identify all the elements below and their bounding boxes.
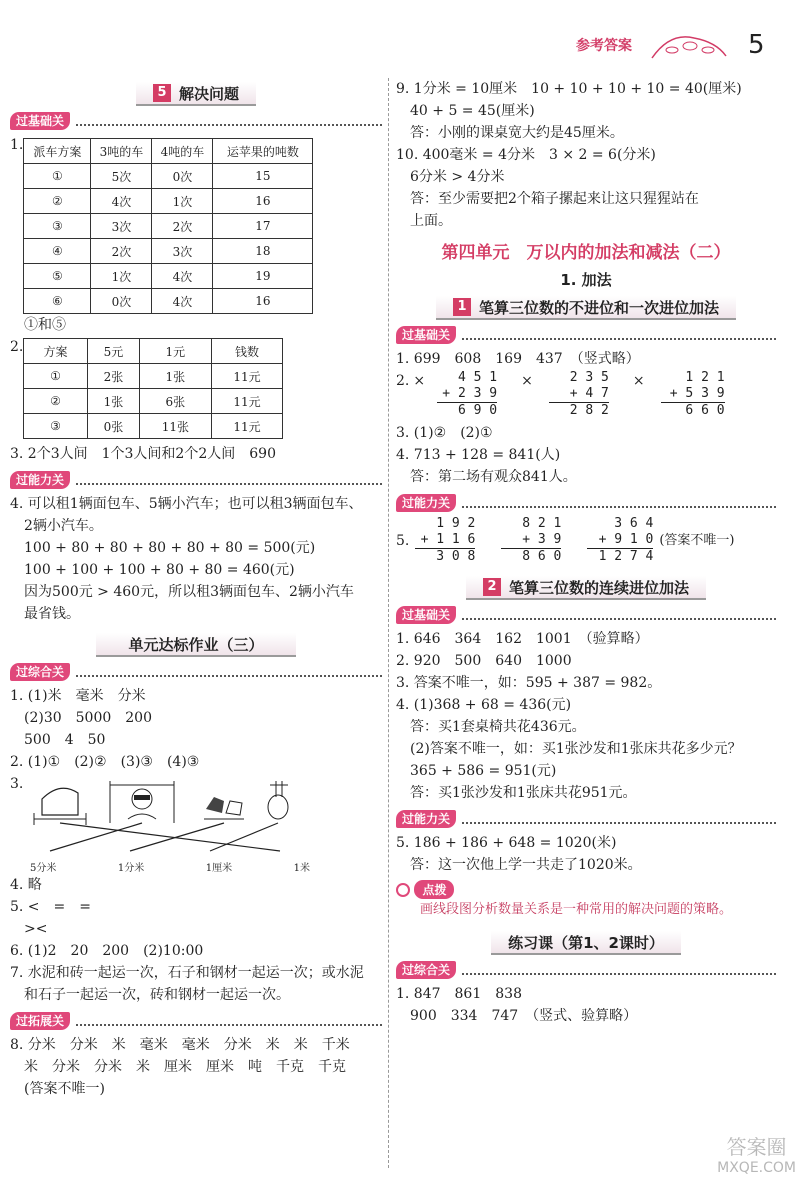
u1-line: 1. (1)米 毫米 分米 — [10, 688, 146, 704]
table-cell: 3次 — [152, 239, 213, 264]
calc-line: + 9 1 0 — [587, 532, 653, 549]
wrong-mark: × — [632, 373, 645, 389]
table-header-cell: 4吨的车 — [152, 139, 213, 164]
b4-line: 答：买1套桌椅共花436元。 — [410, 719, 586, 735]
wrong-mark: × — [413, 373, 426, 389]
question-number: 2. — [396, 373, 410, 389]
table-row — [24, 414, 283, 439]
u4-line: 4. 略 — [10, 877, 42, 893]
wrong-mark: × — [521, 373, 533, 389]
tag-ability — [396, 494, 776, 512]
u1-line: (2)30 5000 200 — [24, 710, 152, 726]
table-row — [24, 289, 313, 314]
table-cell: 4次 — [152, 289, 213, 314]
table-cell: 2次 — [152, 214, 213, 239]
practice-title-text: 练习课（第1、2课时） — [508, 933, 664, 952]
u6-line: 6. (1)2 20 200 (2)10:00 — [10, 943, 204, 959]
tag-label: 过综合关 — [10, 663, 70, 681]
question-number: 2. — [10, 339, 24, 355]
fig-label: 5分米 — [30, 863, 57, 874]
column-divider — [388, 78, 389, 1168]
unit-title: 第四单元 万以内的加法和减法（二） — [441, 243, 731, 263]
dotted-line — [76, 1024, 382, 1026]
watermark-line: 答案圈 — [726, 1135, 787, 1159]
calc-line: 1 2 7 4 — [598, 549, 654, 564]
a5-row — [396, 516, 776, 570]
q4-line: 2辆小汽车。 — [24, 518, 103, 534]
table-cell: ④ — [24, 239, 91, 264]
b5-line: 5. 186 + 186 + 648 = 1020(米) — [396, 835, 617, 851]
b5-line: 答：这一次他上学一共走了1020米。 — [410, 857, 642, 873]
tag-label: 过基础关 — [396, 606, 456, 624]
table-cell: 16 — [213, 189, 313, 214]
table-header-cell: 运苹果的吨数 — [213, 139, 313, 164]
r9-line: 40 + 5 = 45(厘米) — [410, 103, 535, 119]
r10-line: 10. 400毫米 = 4分米 3 × 2 = 6(分米) — [396, 147, 656, 163]
a3-line: 3. (1)② (2)① — [396, 425, 493, 441]
vertical-calc — [501, 516, 561, 565]
tag-basic — [396, 326, 776, 344]
table-header-cell: 方案 — [24, 339, 87, 364]
tag-label: 过能力关 — [396, 810, 456, 828]
table-cell: 17 — [213, 214, 313, 239]
q1-answer: ①和⑤ — [24, 317, 66, 333]
b2-line: 2. 920 500 640 1000 — [396, 653, 572, 669]
hint-text: 画线段图分析数量关系是一种常用的解决问题的策略。 — [420, 902, 733, 917]
table-cell: 11张 — [140, 414, 212, 439]
header-answer-label: 参考答案 — [576, 38, 632, 54]
table-header-row — [24, 139, 313, 164]
dotted-line — [76, 483, 382, 485]
tag-extension — [10, 1012, 382, 1030]
u8-line: 米 分米 分米 米 厘米 厘米 吨 千克 千克 — [24, 1059, 346, 1075]
section-title-text: 笔算三位数的不进位和一次进位加法 — [478, 298, 719, 317]
subsection-title: 1. 加法 — [560, 271, 612, 289]
a5-note: (答案不唯一) — [659, 533, 735, 548]
section-title — [136, 82, 256, 106]
u3-label: 3. — [10, 776, 24, 792]
table-cell: 11元 — [211, 364, 283, 389]
calc-line: 4 5 1 — [457, 370, 498, 385]
r10-line: 答：至少需要把2个箱子摞起来让这只猩猩站在 — [410, 191, 699, 207]
b4-line: 365 + 586 = 951(元) — [410, 763, 557, 779]
question-number: 1. — [10, 137, 24, 153]
calc-line: 3 0 8 — [436, 549, 476, 564]
table-row — [24, 239, 313, 264]
table-cell: 6张 — [140, 389, 212, 414]
vertical-calc — [661, 370, 725, 419]
section-title — [436, 296, 736, 320]
b1-line: 1. 646 364 162 1001 （验算略） — [396, 631, 649, 647]
tag-ability — [396, 810, 776, 828]
table-cell: 15 — [213, 164, 313, 189]
calc-line: 6 9 0 — [457, 403, 498, 418]
b3-line: 3. 答案不唯一，如：595 + 387 = 982。 — [396, 675, 662, 691]
u5-line: >< — [24, 921, 48, 937]
table-row — [24, 164, 313, 189]
table-header-cell: 5元 — [87, 339, 139, 364]
dotted-line — [462, 506, 776, 508]
q4-line: 4. 可以租1辆面包车、5辆小汽车；也可以租3辆面包车、 — [10, 496, 363, 512]
table-header-cell: 1元 — [140, 339, 212, 364]
u7-line: 和石子一起运一次，砖和钢材一起运一次。 — [24, 987, 290, 1003]
table-cell: ① — [24, 164, 91, 189]
section-number: 2 — [483, 578, 501, 596]
r10-line: 上面。 — [410, 213, 452, 229]
r9-line: 9. 1分米 = 10厘米 10 + 10 + 10 + 10 = 40(厘米) — [396, 81, 742, 97]
tag-label: 过拓展关 — [10, 1012, 70, 1030]
table-cell: ③ — [24, 414, 87, 439]
r9-line: 答：小刚的课桌宽大约是45厘米。 — [410, 125, 624, 141]
calc-line: 8 2 1 — [522, 516, 562, 531]
tag-ability — [10, 471, 382, 489]
calc-line: 1 9 2 — [436, 516, 476, 531]
practice-title — [491, 931, 681, 955]
unit-test-title — [96, 633, 296, 657]
table-cell: ② — [24, 389, 87, 414]
tag-label: 过基础关 — [10, 112, 70, 130]
calc-line: 6 6 0 — [685, 403, 725, 418]
calc-line: 8 6 0 — [522, 549, 562, 564]
table-cell: 0次 — [91, 289, 152, 314]
table-cell: 5次 — [91, 164, 152, 189]
tag-label: 过能力关 — [10, 471, 70, 489]
a2-row — [396, 370, 776, 422]
table-cell: 16 — [213, 289, 313, 314]
matching-figure — [30, 779, 330, 859]
u2-line: 2. (1)① (2)② (3)③ (4)③ — [10, 754, 200, 770]
u5-line: 5. < = = — [10, 899, 91, 915]
table-cell: 18 — [213, 239, 313, 264]
calc-line: + 3 9 — [501, 532, 561, 549]
dotted-line — [462, 338, 776, 340]
table-header-cell: 派车方案 — [24, 139, 91, 164]
table-row — [24, 364, 283, 389]
fig-label: 1厘米 — [205, 863, 233, 874]
table-cell: 19 — [213, 264, 313, 289]
section-number: 5 — [153, 84, 171, 102]
vertical-calc — [549, 370, 609, 419]
tag-comprehensive — [396, 961, 776, 979]
vertical-calc — [437, 370, 497, 419]
question-number: 5. — [396, 533, 410, 549]
table-row — [24, 264, 313, 289]
tag-basic — [10, 112, 382, 130]
table-cell: 0张 — [87, 414, 139, 439]
hint-block — [396, 880, 776, 899]
table-cell: ① — [24, 364, 87, 389]
section-title-text: 解决问题 — [178, 84, 239, 103]
dispatch-table — [23, 138, 313, 314]
vertical-calc — [587, 516, 653, 565]
r10-line: 6分米 > 4分米 — [410, 169, 505, 185]
table-cell: 11元 — [211, 414, 283, 439]
table-cell: 2次 — [91, 239, 152, 264]
table-cell: 1张 — [140, 364, 212, 389]
b4-line: 4. (1)368 + 68 = 436(元) — [396, 697, 572, 713]
c1-line: 1. 847 861 838 — [396, 986, 522, 1002]
table-cell: 1张 — [87, 389, 139, 414]
table-cell: 1次 — [152, 189, 213, 214]
table-cell: 4次 — [91, 189, 152, 214]
table-cell: ③ — [24, 214, 91, 239]
table-cell: 0次 — [152, 164, 213, 189]
a1-line: 1. 699 608 169 437 （竖式略） — [396, 351, 640, 367]
q3-answer: 3. 2个3人间 1个3人间和2个2人间 690 — [10, 446, 276, 462]
calc-line: + 2 3 9 — [437, 386, 497, 403]
q4-line: 100 + 100 + 100 + 80 + 80 = 460(元) — [24, 562, 295, 578]
unit-test-title-text: 单元达标作业（三） — [128, 635, 264, 654]
tag-label: 过基础关 — [396, 326, 456, 344]
table-row — [24, 189, 313, 214]
u7-line: 7. 水泥和砖一起运一次，石子和钢材一起运一次；或水泥 — [10, 965, 364, 981]
calc-line: 3 6 4 — [614, 516, 654, 531]
dotted-line — [462, 973, 776, 975]
table-row — [24, 389, 283, 414]
table-row — [24, 214, 313, 239]
table-cell: 1次 — [91, 264, 152, 289]
u8-line: (答案不唯一) — [24, 1081, 105, 1097]
table-header-row — [24, 339, 283, 364]
q4-line: 因为500元 > 460元，所以租3辆面包车、2辆小汽车 — [24, 584, 354, 600]
dotted-line — [462, 822, 776, 824]
section-number: 1 — [453, 298, 471, 316]
q4-line: 最省钱。 — [24, 606, 80, 622]
u1-line: 500 4 50 — [24, 732, 106, 748]
page-number: 5 — [748, 30, 765, 60]
a4-line: 答：第二场有观众841人。 — [410, 469, 577, 485]
tag-label: 过综合关 — [396, 961, 456, 979]
b4-line: (2)答案不唯一，如：买1张沙发和1张床共花多少元？ — [410, 741, 742, 757]
tag-basic — [396, 606, 776, 624]
b4-line: 答：买1张沙发和1张床共花951元。 — [410, 785, 637, 801]
table-header-cell: 3吨的车 — [91, 139, 152, 164]
dotted-line — [76, 124, 382, 126]
u8-line: 8. 分米 分米 米 毫米 毫米 分米 米 米 千米 — [10, 1037, 350, 1053]
left-column — [10, 78, 382, 1100]
table-cell: 11元 — [211, 389, 283, 414]
calc-line: 1 2 1 — [685, 370, 725, 385]
dotted-line — [76, 675, 382, 677]
calc-line: 2 8 2 — [569, 403, 609, 418]
hint-label: 点拨 — [414, 880, 454, 899]
magnifier-icon — [396, 883, 410, 897]
table-cell: 4次 — [152, 264, 213, 289]
fig-label: 1分米 — [117, 863, 145, 874]
a4-line: 4. 713 + 128 = 841(人) — [396, 447, 561, 463]
c1-line: 900 334 747 （竖式、验算略） — [410, 1008, 638, 1024]
q4-line: 100 + 80 + 80 + 80 + 80 + 80 = 500(元) — [24, 540, 316, 556]
tag-label: 过能力关 — [396, 494, 456, 512]
table-cell: 2张 — [87, 364, 139, 389]
table-cell: ⑥ — [24, 289, 91, 314]
table-header-cell: 钱数 — [211, 339, 283, 364]
watermark-line: MXQE.COM — [717, 1160, 796, 1176]
watermark — [717, 1131, 796, 1176]
money-table — [23, 338, 283, 439]
right-column — [396, 78, 776, 1027]
dotted-line — [462, 618, 776, 620]
calc-line: + 5 3 9 — [661, 386, 725, 403]
calc-line: 2 3 5 — [569, 370, 609, 385]
section-title — [466, 576, 706, 600]
fig-label: 1米 — [293, 863, 310, 874]
table-cell: 3次 — [91, 214, 152, 239]
tag-comprehensive — [10, 663, 382, 681]
table-cell: ② — [24, 189, 91, 214]
vertical-calc — [415, 516, 475, 565]
calc-line: + 1 1 6 — [415, 532, 475, 549]
header-decoration-icon — [650, 28, 730, 64]
table-cell: ⑤ — [24, 264, 91, 289]
section-title-text: 笔算三位数的连续进位加法 — [508, 578, 689, 597]
calc-line: + 4 7 — [549, 386, 609, 403]
